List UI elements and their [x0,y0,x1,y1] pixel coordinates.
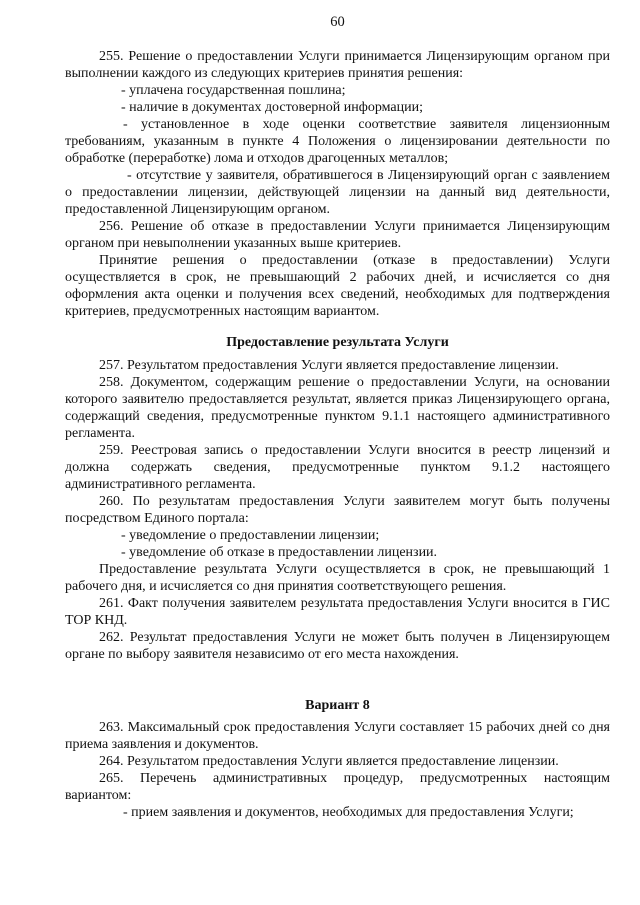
paragraph-265: 265. Перечень административных процедур, предусмотренных настоящим вариантом: [65,771,610,803]
list-item-reliable-info: - наличие в документах достоверной информации; [121,100,423,115]
heading-variant-8: Вариант 8 [305,698,370,713]
paragraph-263: 263. Максимальный срок предоставления Услуги составляет 15 рабочих дней со дня приема заявления и документов. [65,720,610,752]
paragraph-264: 264. Результатом предоставления Услуги является предоставление лицензии. [99,754,559,769]
paragraph-259: 259. Реестровая запись о предоставлении Услуги вносится в реестр лицензий и должна содержать сведения, предусмотренные пунктом 9.1.2 настоящего административного регламента. [65,443,610,492]
paragraph-260: 260. По результатам предоставления Услуги заявителем могут быть получены посредством Единого портала: [65,494,610,526]
list-item-compliance: - установленное в ходе оценки соответствие заявителя лицензионным требованиям, указанным в пункте 4 Положения о лицензировании деятельности по обработке (переработке) лома и отходов драгоценных металлов; [65,117,610,166]
paragraph-262: 262. Результат предоставления Услуги не может быть получен в Лицензирующем органе по выбору заявителя независимо от его места нахождения. [65,630,610,662]
paragraph-result-term: Предоставление результата Услуги осуществляется в срок, не превышающий 1 рабочего дня, и исчисляется со дня принятия соответствующего решения. [65,562,610,594]
paragraph-decision-term: Принятие решения о предоставлении (отказе в предоставлении) Услуги осуществляется в срок, не превышающий 2 рабочих дней, и исчисляется со дня оформления акта оценки и получения всех сведений, необходимых для подтверждения критериев, предусмотренных настоящим вариантом. [65,253,610,319]
paragraph-256: 256. Решение об отказе в предоставлении Услуги принимается Лицензирующим органом при невыполнении указанных выше критериев. [65,219,610,251]
list-item-notice-refused: - уведомление об отказе в предоставлении лицензии. [121,545,438,560]
section-variant-8 [65,719,610,821]
list-item-application-intake: - прием заявления и документов, необходимых для предоставления Услуги; [123,805,574,820]
paragraph-258: 258. Документом, содержащим решение о предоставлении Услуги, на основании которого заявителю предоставляется результат, является приказ Лицензирующего органа, содержащий сведения, предусмотренные пунктом 9.1.1 настоящего административного регламента. [65,375,610,441]
list-item-no-active-license: - отсутствие у заявителя, обратившегося в Лицензирующий орган с заявлением о предоставлении лицензии, действующей лицензии на данный вид деятельности, предоставленной Лицензирующим органом. [65,168,610,217]
list-item-notice-granted: - уведомление о предоставлении лицензии; [121,528,380,543]
paragraph-255: 255. Решение о предоставлении Услуги принимается Лицензирующим органом при выполнении каждого из следующих критериев принятия решения: [65,49,610,81]
section-result [65,357,610,663]
page-number: 60 [330,14,345,30]
paragraph-257: 257. Результатом предоставления Услуги является предоставление лицензии. [99,358,559,373]
paragraph-261: 261. Факт получения заявителем результата предоставления Услуги вносится в ГИС ТОР КНД. [65,596,610,628]
list-item-fee-paid: - уплачена государственная пошлина; [121,83,346,98]
section-criteria [65,48,610,320]
heading-result-provision: Предоставление результата Услуги [226,335,449,350]
